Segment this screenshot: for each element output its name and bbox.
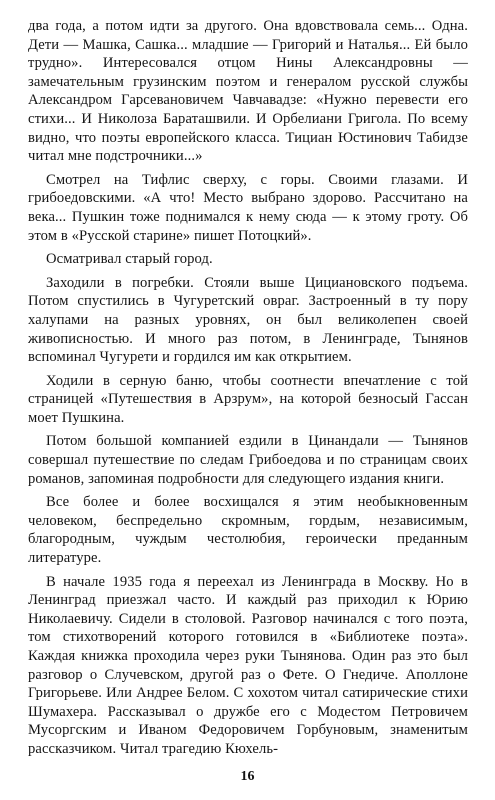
- paragraph-1: два года, а потом идти за другого. Она вдовствовала семь... Одна. Дети — Машка, Сашка... младшие — Григорий и Наталья... Ей было трудно». Интересовался отцом Нины Александровны — замечательным грузинским поэтом и генералом русской службы Александром Гарсевановичем Чавчавадзе: «Нужно перевести его стихи... И Николоза Бараташвили. И Орбелиани Григола. По всему видно, что поэты европейского класса. Тициан Юстинович Табидзе читал мне подстрочники...»: [28, 18, 468, 165]
- paragraph-5: Ходили в серную баню, чтобы соотнести впечатление с той страницей «Путешествия в Арзрум», на которой безносый Гассан моет Пушкина.: [28, 372, 468, 426]
- paragraph-4: Заходили в погребки. Стояли выше Цициановского подъема. Потом спустились в Чугуретский овраг. Застроенный в ту пору халупами на разных уровнях, он был великолепен своей живописностью. И много раз потом, в Ленинграде, Тынянов вспоминал Чугурети и гордился им как открытием.: [28, 274, 468, 366]
- paragraph-2: Смотрел на Тифлис сверху, с горы. Своими глазами. И грибоедовскими. «А что! Место выбрано здорово. Рассчитано на века... Пушкин тоже поднимался к нему сюда — к этому гроту. Об этом в «Русской старине» пишет Потоцкий».: [28, 171, 468, 244]
- paragraph-6: Потом большой компанией ездили в Цинандали — Тынянов совершал путешествие по следам Грибоедова и по страницам своих романов, запоминая подробности для следующего издания книги.: [28, 433, 468, 487]
- page-text: [28, 17, 468, 759]
- paragraph-3: Осматривал старый город.: [46, 251, 213, 268]
- page-number: 16: [240, 769, 255, 784]
- paragraph-7: Все более и более восхищался я этим необыкновенным человеком, беспредельно скромным, гордым, независимым, благородным, чуждым честолюбия, героически преданным литературе.: [28, 494, 468, 567]
- paragraph-8: В начале 1935 года я переехал из Ленинграда в Москву. Но в Ленинград приезжал часто. И каждый раз приходил к Юрию Николаевичу. Сидели в столовой. Разговор начинался с того поэта, том стихотворений которого готовился в «Библиотеке поэта». Каждая книжка проходила через руки Тынянова. Один раз это был разговор о Случевском, другой раз о Фете. О Гнедиче. Аполлоне Григорьеве. Или Андрее Белом. С хохотом читал сатирические стихи Шумахера. Рассказывал о дружбе его с Модестом Петровичем Мусоргским и Иваном Федоровичем Горбуновым, знаменитым рассказчиком. Читал трагедию Кюхель-: [28, 573, 468, 757]
